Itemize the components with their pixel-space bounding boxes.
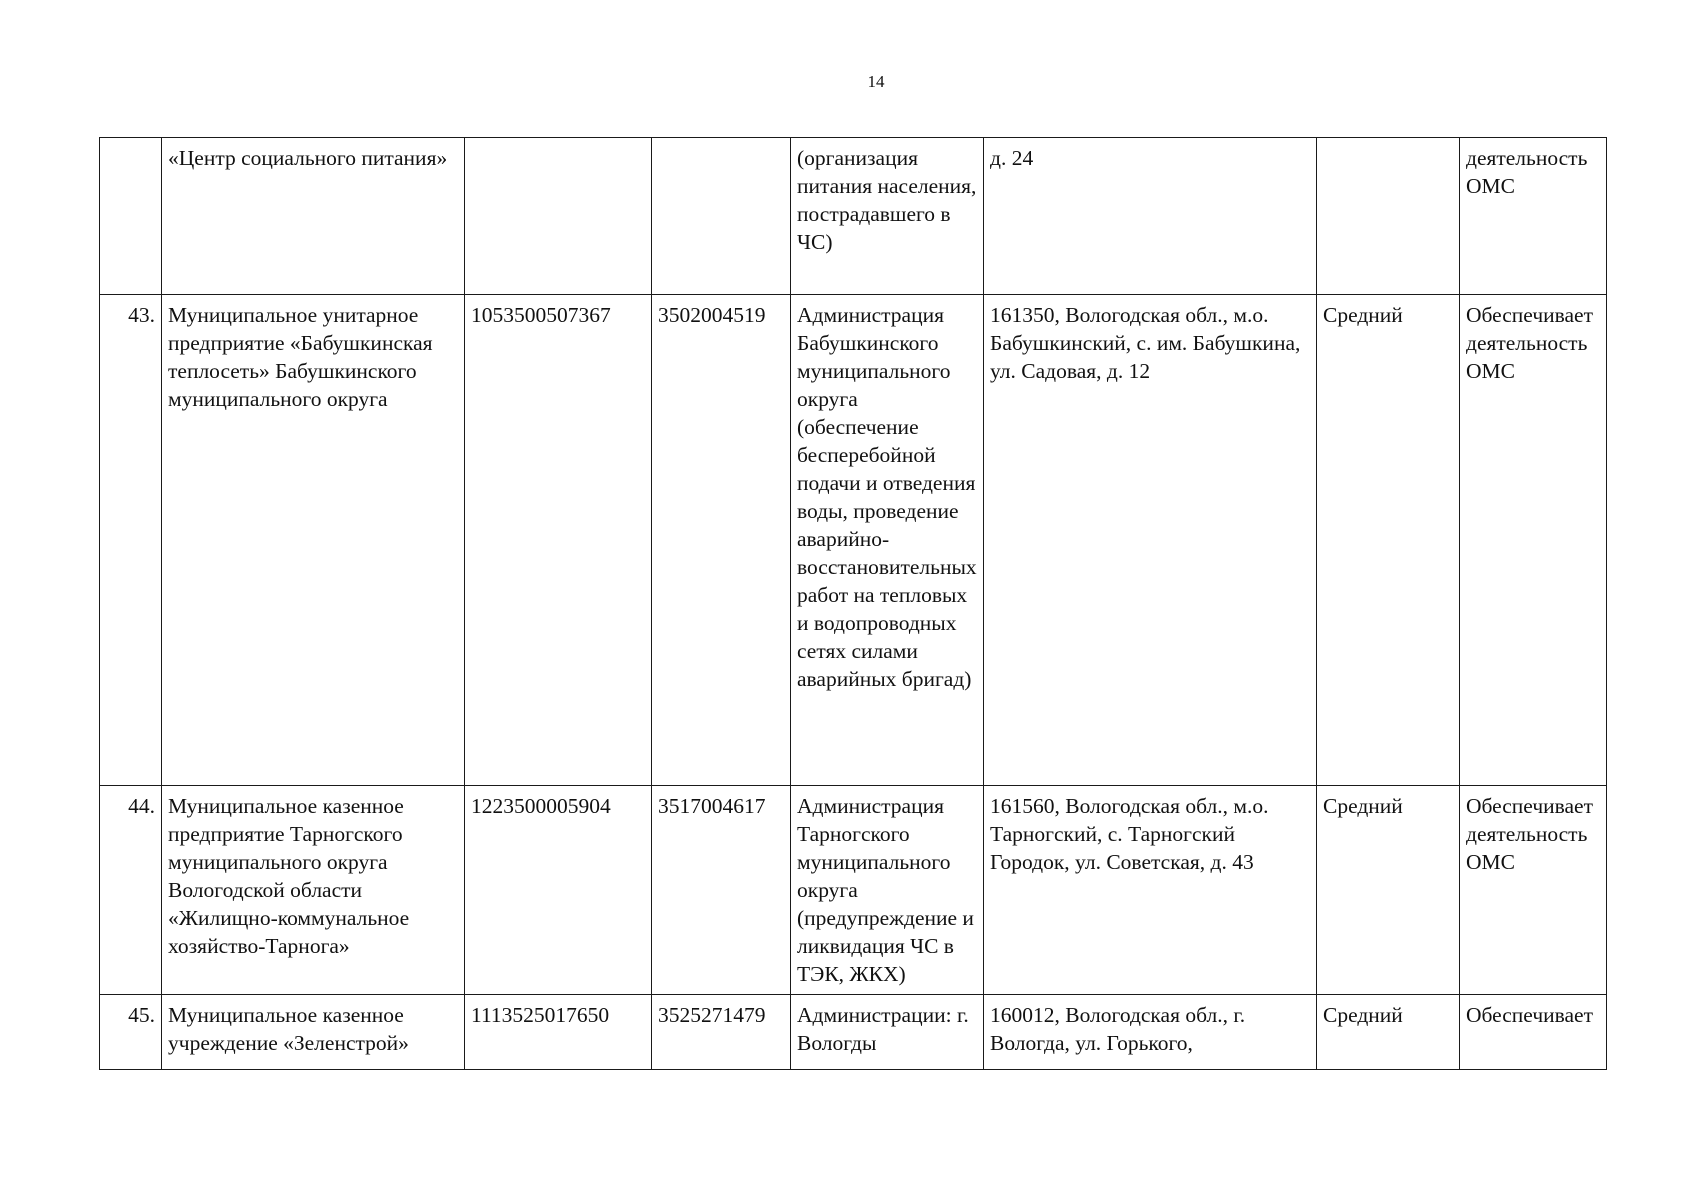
- ogrn-cell: 1113525017650: [465, 995, 652, 1070]
- inn-cell: 3502004519: [652, 295, 791, 786]
- inn-cell: 3525271479: [652, 995, 791, 1070]
- organization-name: Муниципальное унитарное предприятие «Бабушкинская теплосеть» Бабушкинского муниципального округа: [162, 295, 465, 786]
- inn-cell: 3517004617: [652, 786, 791, 995]
- table-row: [100, 786, 1607, 995]
- row-number: [100, 138, 162, 295]
- function-cell: Обеспечивает: [1460, 995, 1607, 1070]
- reason-cell: Администрация Тарногского муниципального округа (предупреждение и ликвидация ЧС в ТЭК, ЖКХ): [791, 786, 984, 995]
- reason-cell: Администрация Бабушкинского муниципального округа (обеспечение бесперебойной подачи и отведения воды, проведение аварийно-восстановительных работ на тепловых и водопроводных сетях силами аварийных бригад): [791, 295, 984, 786]
- address-cell: 161350, Вологодская обл., м.о. Бабушкинский, с. им. Бабушкина, ул. Садовая, д. 12: [984, 295, 1317, 786]
- inn-cell: [652, 138, 791, 295]
- risk-cell: Средний: [1317, 995, 1460, 1070]
- risk-cell: Средний: [1317, 295, 1460, 786]
- reason-cell: Администрации: г. Вологды: [791, 995, 984, 1070]
- risk-cell: [1317, 138, 1460, 295]
- row-number: 45.: [100, 995, 162, 1070]
- function-cell: Обеспечивает деятельность ОМС: [1460, 295, 1607, 786]
- organization-name: Муниципальное казенное предприятие Тарногского муниципального округа Вологодской области «Жилищно-коммунальное хозяйство-Тарнога»: [162, 786, 465, 995]
- ogrn-cell: 1053500507367: [465, 295, 652, 786]
- page-number: 14: [867, 72, 885, 91]
- function-cell: Обеспечивает деятельность ОМС: [1460, 786, 1607, 995]
- risk-cell: Средний: [1317, 786, 1460, 995]
- registry-table: [99, 137, 1607, 1070]
- address-cell: 161560, Вологодская обл., м.о. Тарногский, с. Тарногский Городок, ул. Советская, д. 43: [984, 786, 1317, 995]
- organization-name: «Центр социального питания»: [162, 138, 465, 295]
- address-cell: 160012, Вологодская обл., г. Вологда, ул. Горького,: [984, 995, 1317, 1070]
- table-row: [100, 138, 1607, 295]
- organization-name: Муниципальное казенное учреждение «Зеленстрой»: [162, 995, 465, 1070]
- reason-cell: (организация питания населения, пострадавшего в ЧС): [791, 138, 984, 295]
- function-cell: деятельность ОМС: [1460, 138, 1607, 295]
- ogrn-cell: [465, 138, 652, 295]
- row-number: 43.: [100, 295, 162, 786]
- table-row: [100, 995, 1607, 1070]
- ogrn-cell: 1223500005904: [465, 786, 652, 995]
- address-cell: д. 24: [984, 138, 1317, 295]
- table-row: [100, 295, 1607, 786]
- row-number: 44.: [100, 786, 162, 995]
